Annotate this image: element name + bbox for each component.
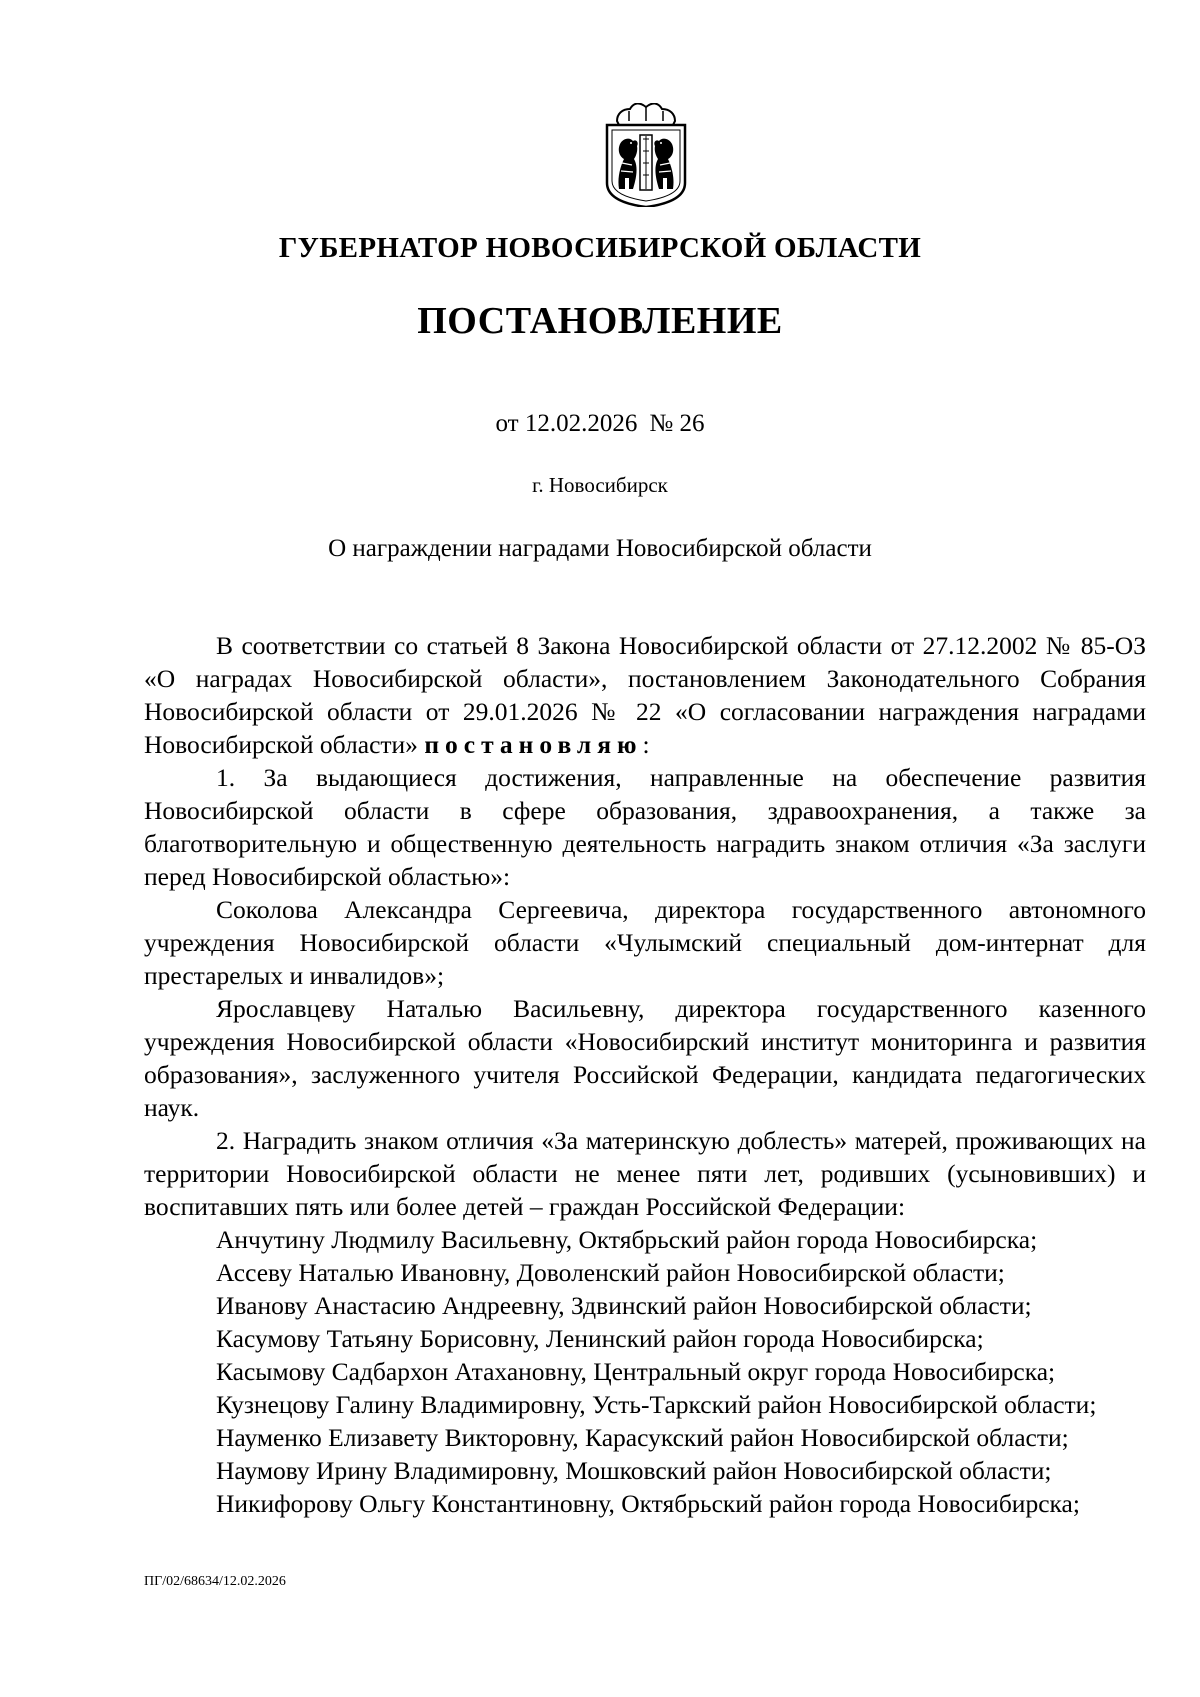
list-item: Ярославцеву Наталью Васильевну, директора государственного казенного учреждения Новосибирской области «Новосибирский институт мониторинга и развития образования», заслуженного учителя Российской Федерации, кандидата педагогических наук. xyxy=(144,994,1146,1122)
list-item: Касумову Татьяну Борисовну, Ленинский район города Новосибирска; xyxy=(216,1324,984,1353)
list-item: Иванову Анастасию Андреевну, Здвинский район Новосибирской области; xyxy=(216,1291,1032,1320)
document-subject: О награждении наградами Новосибирской области xyxy=(328,535,872,562)
preamble-paragraph xyxy=(144,629,1146,761)
list-item: Наумову Ирину Владимировну, Мошковский район Новосибирской области; xyxy=(216,1456,1052,1485)
issue-city: г. Новосибирск xyxy=(532,473,668,497)
list-item: Касымову Садбархон Атахановну, Центральный округ города Новосибирска; xyxy=(216,1357,1056,1386)
list-item: Никифорову Ольгу Константиновну, Октябрьский район города Новосибирска; xyxy=(216,1489,1080,1518)
document-date: от 12.02.2026 xyxy=(495,410,638,437)
coat-of-arms-icon xyxy=(603,103,689,207)
decree-colon: : xyxy=(642,730,650,759)
decree-word: постановляю xyxy=(424,730,643,759)
document-type: ПОСТАНОВЛЕНИЕ xyxy=(417,300,783,342)
list-item: Кузнецову Галину Владимировну, Усть-Таркский район Новосибирской области; xyxy=(216,1390,1097,1419)
list-item: Ассеву Наталью Ивановну, Доволенский район Новосибирской области; xyxy=(216,1258,1005,1287)
preamble-text: В соответствии со статьей 8 Закона Новосибирской области от 27.12.2002 № 85-ОЗ «О наградах Новосибирской области», постановлением Законодательного Собрания Новосибирской области от 29.01.2026 № 22 «О согласовании награждения наградами Новосибирской области» xyxy=(144,631,1146,759)
list-item: Науменко Елизавету Викторовну, Карасукский район Новосибирской области; xyxy=(216,1423,1069,1452)
date-number-line xyxy=(0,410,1200,438)
item-2: 2. Наградить знаком отличия «За материнскую доблесть» матерей, проживающих на территории Новосибирской области не менее пяти лет, родивших (усыновивших) и воспитавших пять или более детей – граждан Российской Федерации: xyxy=(144,1126,1146,1221)
item-1: 1. За выдающиеся достижения, направленные на обеспечение развития Новосибирской области в сфере образования, здравоохранения, а также за благотворительную и общественную деятельность наградить знаком отличия «За заслуги перед Новосибирской областью»: xyxy=(144,763,1146,891)
list-item: Соколова Александра Сергеевича, директора государственного автономного учреждения Новосибирской области «Чулымский специальный дом-интернат для престарелых и инвалидов»; xyxy=(144,895,1146,990)
document-body xyxy=(144,629,1146,1520)
issuing-authority: ГУБЕРНАТОР НОВОСИБИРСКОЙ ОБЛАСТИ xyxy=(278,232,922,264)
document-code: ПГ/02/68634/12.02.2026 xyxy=(144,1574,286,1589)
document-number: № 26 xyxy=(649,410,705,437)
list-item: Анчутину Людмилу Васильевну, Октябрьский район города Новосибирска; xyxy=(216,1225,1038,1254)
